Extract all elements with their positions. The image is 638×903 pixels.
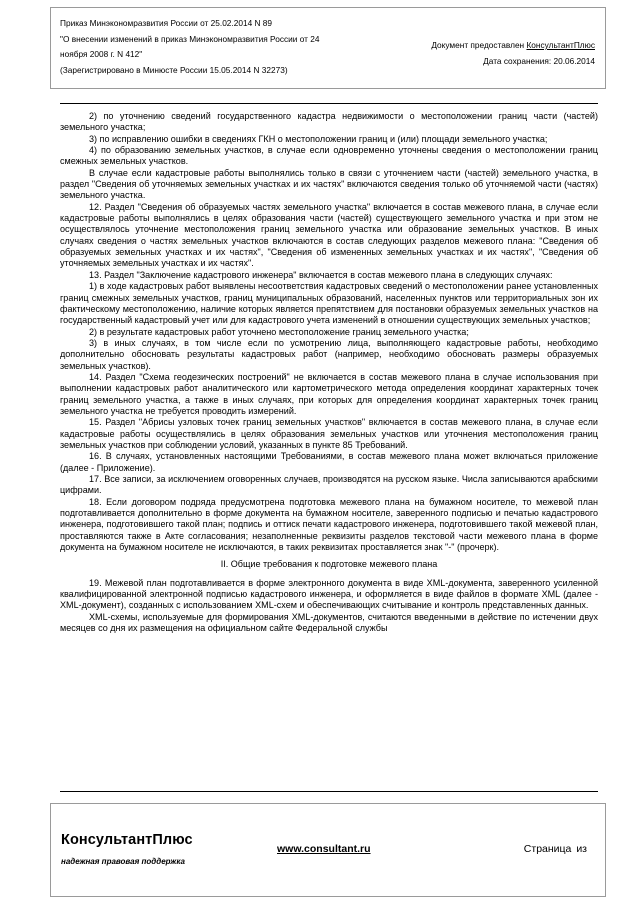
footer-brand: КонсультантПлюс [61, 832, 193, 848]
reference-line: (Зарегистрировано в Минюсте России 15.05.2014 N 32273) [60, 64, 288, 75]
paragraph: 2) в результате кадастровых работ уточнено местоположение границ земельного участка; [89, 326, 469, 337]
provided-by [355, 38, 595, 54]
document-header [50, 7, 606, 89]
paragraph: 4) по образованию земельных участков, в случае если одновременно уточнены сведения о местоположении границ смежных земельных участков. [60, 145, 598, 167]
section-heading: II. Общие требования к подготовке межевого плана [220, 559, 438, 570]
save-date: Дата сохранения: 20.06.2014 [483, 55, 595, 66]
document-body [60, 111, 598, 634]
paragraph: 19. Межевой план подготавливается в форме электронного документа в виде XML-документа, заверенного усиленной квалифицированной электронной подписью кадастрового инженера, и оформляется в виде файлов в формате XML (далее - XML-документ), созданных с использованием XML-схем и обеспечивающих считывание и контроль представленных данных. [60, 577, 598, 611]
header-divider [60, 103, 598, 104]
paragraph: 18. Если договором подряда предусмотрена подготовка межевого плана на бумажном носителе, то межевой план подготавливается дополнительно в форме документа на бумажном носителе, заверенного подписью и печатью кадастрового инженера, подготовившего такой план; подпись и оттиск печати кадастрового инженера, подготовившего такой межевой план, проставляются также в Акте согласования; незаполненные реквизиты разделов текстовой части межевого плана в форме документа на бумажном носителе не исключаются, в таких реквизитах проставляется знак "-" (прочерк). [60, 496, 598, 553]
provided-prefix: Документ предоставлен [431, 40, 527, 50]
page-counter [522, 843, 587, 855]
paragraph: 12. Раздел "Сведения об образуемых частях земельного участка" включается в состав межевого плана, в случае если кадастровые работы выполнялись в целях образования части (частей) существующего земельного участка и при этом не осуществлялось уточнение местоположения границ земельного участка или образование земельных участков. В иных случаях сведения о частях земельных участков включаются в состав следующих разделов межевого плана: "Сведения об образуемых земельных участках и их частях", "Сведения об измененных земельных участках и их частях", "Сведения об уточняемых земельных участках и их частях". [60, 201, 598, 269]
provider-info [355, 38, 595, 69]
reference-line: ноября 2008 г. N 412" [60, 49, 143, 59]
footer-site-link[interactable]: www.consultant.ru [277, 843, 371, 855]
page-of-label: из [576, 843, 587, 855]
paragraph: 17. Все записи, за исключением оговоренных случаев, производятся на русском языке. Числа записываются арабскими цифрами. [60, 474, 598, 496]
paragraph: 3) по исправлению ошибки в сведениях ГКН о местоположении границ и (или) площади земельного участка; [89, 133, 548, 144]
footer-divider [60, 791, 598, 792]
paragraph: 13. Раздел "Заключение кадастрового инженера" включается в состав межевого плана в следующих случаях: [89, 269, 553, 280]
paragraph: В случае если кадастровые работы выполнялись только в связи с уточнением части (частей) земельного участка, в раздел "Сведения об уточняемых земельных участках и их частях" включаются сведения только об уточняемой части (частях) земельного участка. [60, 167, 598, 201]
paragraph: 3) в иных случаях, в том числе если по усмотрению лица, выполняющего кадастровые работы, необходимо дополнительно обосновать результаты кадастровых работ (например, необходимо обосновать размеры образуемых земельных участков). [60, 337, 598, 371]
footer-tagline: надежная правовая поддержка [61, 857, 185, 866]
page-label: Страница [523, 843, 572, 855]
paragraph: 16. В случаях, установленных настоящими Требованиями, в состав межевого плана может включаться приложение (далее - Приложение). [60, 451, 598, 473]
paragraph: 14. Раздел "Схема геодезических построений" не включается в состав межевого плана в случае использования при выполнении кадастровых работ аналитического или картометрического метода определения координат характерных точек границ земельного участка, а также в иных случаях, при которых для определения координат характерных точек границ земельного участка не требуется проводить измерений. [60, 371, 598, 416]
paragraph: 15. Раздел "Абрисы узловых точек границ земельных участков" включается в состав межевого плана, в случае если кадастровые работы осуществлялись в целях образования земельных участков или уточнения местоположения границ земельных участков при соблюдении условий, указанных в пункте 85 Требований. [60, 417, 598, 450]
reference-line: Приказ Минэкономразвития России от 25.02.2014 N 89 [60, 18, 273, 28]
reference-line: "О внесении изменений в приказ Минэкономразвития России от 24 [60, 33, 320, 44]
paragraph: 2) по уточнению сведений государственного кадастра недвижимости о местоположении границ части (частей) земельного участка; [60, 111, 598, 133]
document-footer [50, 803, 606, 897]
provider-link[interactable]: КонсультантПлюс [526, 40, 595, 50]
document-reference [60, 16, 360, 78]
paragraph: XML-схемы, используемые для формирования XML-документов, считаются введенными в действие по истечении двух месяцев со дня их размещения на официальном сайте Федеральной службы [60, 611, 598, 634]
paragraph: 1) в ходе кадастровых работ выявлены несоответствия кадастровых сведений о местоположении ранее установленных границ смежных земельных участков, границ муниципальных образований, населенных пунктов или территориальных зон их фактическому местоположению, наличие которых является препятствием для постановки образуемых земельных участков на государственный кадастровый учет или для кадастрового учета изменений в отношении существующих земельных участков; [60, 281, 598, 326]
